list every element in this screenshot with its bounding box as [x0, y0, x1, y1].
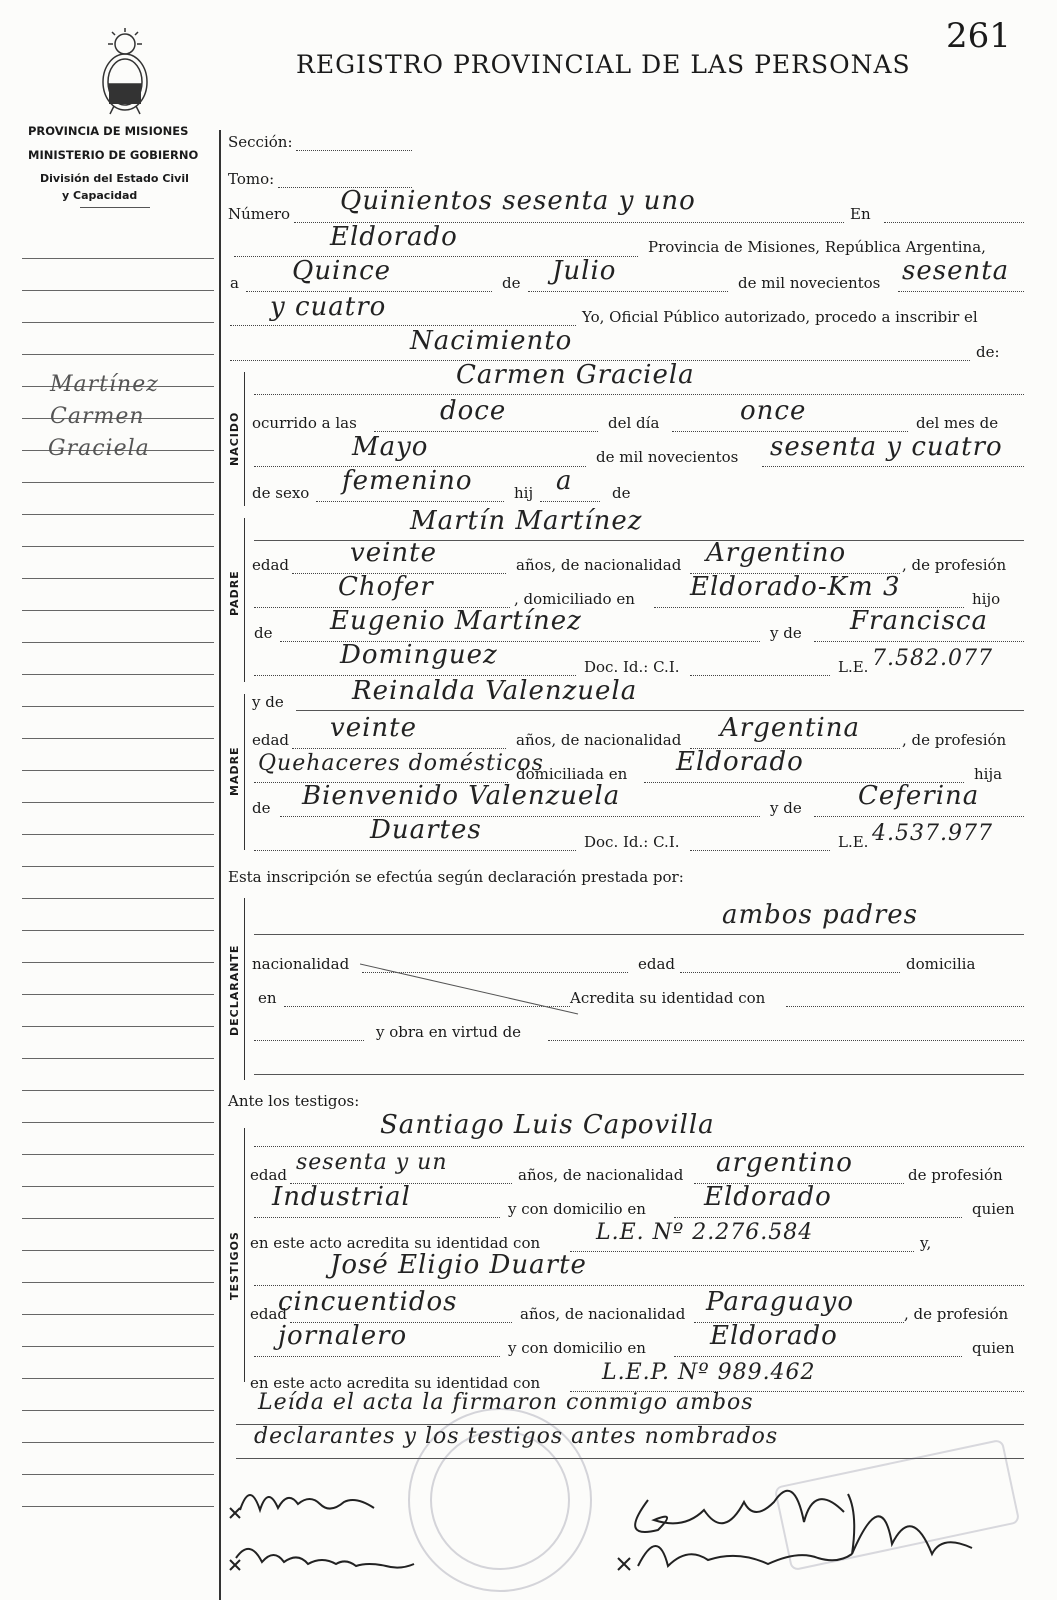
padre-section-label: PADRE: [228, 570, 241, 616]
w2-nacionalidad-label: años, de nacionalidad: [520, 1305, 686, 1323]
w1-edad-label: edad: [250, 1166, 288, 1184]
madre-profesion-label: , de profesión: [902, 731, 1007, 749]
province-label: PROVINCIA DE MISIONES: [28, 124, 189, 138]
margin-note-name1: Carmen: [50, 404, 145, 429]
declarante-edad-label: edad: [638, 955, 676, 973]
month-value: Julio: [552, 256, 617, 286]
hij-label: hij: [514, 484, 534, 502]
de-label: de: [502, 274, 521, 292]
tomo-label: Tomo:: [228, 170, 275, 188]
testigos-intro: Ante los testigos:: [228, 1092, 360, 1110]
declarante-obra-label: y obra en virtud de: [376, 1023, 522, 1041]
declarante-acredita-label: Acredita su identidad con: [570, 989, 766, 1007]
padre-doc-label: Doc. Id.: C.I.: [584, 658, 680, 676]
birth-month-value: Mayo: [352, 432, 429, 462]
declarante-nacionalidad-label: nacionalidad: [252, 955, 350, 973]
padre-de-label: de: [254, 624, 273, 642]
padre-profesion-label: , de profesión: [902, 556, 1007, 574]
declarante-value: ambos padres: [722, 900, 919, 930]
witness1-document: L.E. Nº 2.276.584: [596, 1220, 814, 1245]
hour-value: doce: [440, 396, 507, 426]
place-value: Eldorado: [330, 222, 458, 252]
del-mes-label: del mes de: [916, 414, 999, 432]
madre-y-de-label: y de: [252, 693, 284, 711]
declarante-intro: Esta inscripción se efectúa según declaración prestada por:: [228, 868, 684, 886]
w2-domicilio-label: y con domicilio en: [508, 1339, 646, 1357]
w1-nacionalidad-label: años, de nacionalidad: [518, 1166, 684, 1184]
seccion-label: Sección:: [228, 133, 293, 151]
birth-day-value: once: [740, 396, 807, 426]
declarante-en-label: en: [258, 989, 277, 1007]
witness2-name: José Eligio Duarte: [330, 1250, 587, 1280]
numero-value: Quinientos sesenta y uno: [340, 186, 696, 216]
father-le-number: 7.582.077: [872, 646, 993, 671]
w2-acredita-label: en este acto acredita su identidad con: [250, 1374, 541, 1392]
paternal-grandfather: Eugenio Martínez: [330, 606, 582, 636]
padre-hijo-label: hijo: [972, 590, 1001, 608]
padre-y-de-label: y de: [770, 624, 802, 642]
nacido-de-label: de: [612, 484, 631, 502]
witness2-address: Eldorado: [710, 1321, 838, 1351]
declarante-domicilia-label: domicilia: [906, 955, 976, 973]
father-address: Eldorado-Km 3: [690, 572, 901, 602]
mother-address: Eldorado: [676, 747, 804, 777]
madre-section-label: MADRE: [228, 746, 241, 796]
madre-hija-label: hija: [974, 765, 1003, 783]
birth-year-value: sesenta y cuatro: [770, 432, 1003, 462]
w1-profesion-label: de profesión: [908, 1166, 1003, 1184]
folio-number: 261: [946, 16, 1011, 56]
en-label: En: [850, 205, 871, 223]
padre-le-label: L.E.: [838, 658, 869, 676]
madre-doc-label: Doc. Id.: C.I.: [584, 833, 680, 851]
mother-age: veinte: [330, 713, 417, 743]
witness1-address: Eldorado: [704, 1182, 832, 1212]
madre-edad-label: edad: [252, 731, 290, 749]
year-prefix: de mil novecientos: [738, 274, 881, 292]
w1-acredita-label: en este acto acredita su identidad con: [250, 1234, 541, 1252]
w1-y-label: y,: [920, 1234, 932, 1252]
year-value-1: sesenta: [902, 256, 1010, 286]
child-name: Carmen Graciela: [456, 360, 695, 390]
w1-domicilio-label: y con domicilio en: [508, 1200, 646, 1218]
numero-label: Número: [228, 205, 291, 223]
madre-le-label: L.E.: [838, 833, 869, 851]
maternal-grandfather: Bienvenido Valenzuela: [302, 781, 621, 811]
madre-y-de-label-2: y de: [770, 799, 802, 817]
a-label: a: [230, 274, 239, 292]
province-text: Provincia de Misiones, República Argentina,: [648, 238, 986, 256]
padre-edad-label: edad: [252, 556, 290, 574]
mother-le-number: 4.537.977: [872, 821, 993, 846]
witness1-profession: Industrial: [272, 1182, 411, 1212]
w2-profesion-label: , de profesión: [904, 1305, 1009, 1323]
paternal-grandmother: Francisca: [850, 606, 988, 636]
w2-quien-label: quien: [972, 1339, 1015, 1357]
witness1-name: Santiago Luis Capovilla: [380, 1110, 715, 1140]
margin-note-name2: Graciela: [48, 436, 150, 461]
father-nationality: Argentino: [706, 538, 847, 568]
testigos-section-label: TESTIGOS: [228, 1231, 241, 1300]
witness2-document: L.E.P. Nº 989.462: [602, 1360, 816, 1385]
padre-domicilio-label: , domiciliado en: [514, 590, 635, 608]
coat-of-arms-icon: [92, 26, 158, 118]
madre-nacionalidad-label: años, de nacionalidad: [516, 731, 682, 749]
paternal-grandmother-surname: Dominguez: [340, 640, 498, 670]
closing-line-2: declarantes y los testigos antes nombrados: [254, 1424, 779, 1449]
father-profession: Chofer: [338, 572, 434, 602]
madre-domicilio-label: domiciliada en: [516, 765, 628, 783]
ocurrido-label: ocurrido a las: [252, 414, 357, 432]
w2-edad-label: edad: [250, 1305, 288, 1323]
margin-note-surname: Martínez: [50, 372, 159, 397]
sexo-value: femenino: [342, 466, 473, 496]
official-text: Yo, Oficial Público autorizado, procedo a inscribir el: [582, 308, 978, 326]
act-type-value: Nacimiento: [410, 326, 573, 356]
ministry-label: MINISTERIO DE GOBIERNO: [28, 148, 199, 162]
hij-value: a: [556, 466, 573, 496]
padre-nacionalidad-label: años, de nacionalidad: [516, 556, 682, 574]
mother-profession: Quehaceres domésticos: [258, 751, 544, 776]
de-colon-label: de:: [976, 343, 1000, 361]
witness2-profession: jornalero: [278, 1321, 408, 1351]
strike-line: [360, 958, 580, 1018]
father-name: Martín Martínez: [410, 506, 643, 536]
witness2-nationality: Paraguayo: [706, 1287, 854, 1317]
maternal-grandmother: Ceferina: [858, 781, 980, 811]
mother-name: Reinalda Valenzuela: [352, 676, 638, 706]
mother-nationality: Argentina: [720, 713, 860, 743]
signatures: [228, 1470, 1028, 1590]
witness1-nationality: argentino: [716, 1148, 853, 1178]
witness1-age: sesenta y un: [296, 1150, 448, 1175]
witness2-age: cincuentidos: [278, 1287, 458, 1317]
day-value: Quince: [292, 256, 392, 286]
year-value-2: y cuatro: [270, 292, 387, 322]
w1-quien-label: quien: [972, 1200, 1015, 1218]
division-label-2: y Capacidad: [62, 189, 138, 202]
division-label: División del Estado Civil: [40, 172, 189, 185]
closing-line-1: Leída el acta la firmaron conmigo ambos: [258, 1390, 754, 1415]
document-title: REGISTRO PROVINCIAL DE LAS PERSONAS: [296, 50, 911, 79]
sexo-label: de sexo: [252, 484, 310, 502]
nacido-section-label: NACIDO: [228, 411, 241, 466]
madre-de-label: de: [252, 799, 271, 817]
birth-year-prefix: de mil novecientos: [596, 448, 739, 466]
del-dia-label: del día: [608, 414, 660, 432]
maternal-grandmother-surname: Duartes: [370, 815, 482, 845]
declarante-section-label: DECLARANTE: [228, 944, 241, 1036]
father-age: veinte: [350, 538, 437, 568]
